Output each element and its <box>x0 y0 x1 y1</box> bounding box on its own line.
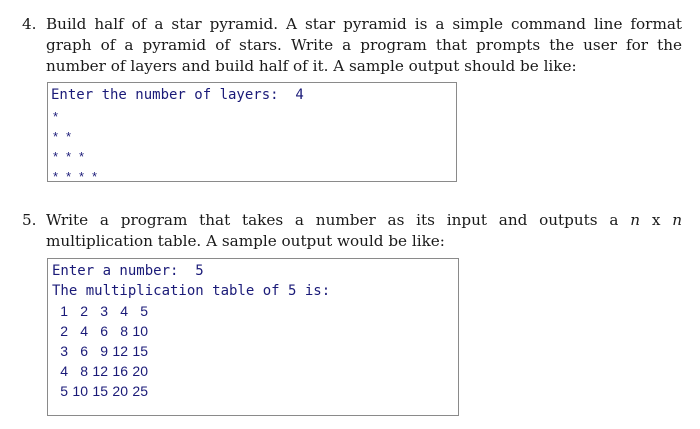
table-cell: 25 <box>132 383 148 399</box>
table-cell: 16 <box>112 363 128 379</box>
star-rows <box>48 106 456 186</box>
star-row: * <box>53 109 59 124</box>
star-row: * * * <box>53 149 85 164</box>
table-cell: 2 <box>80 303 88 319</box>
table-cell: 20 <box>132 363 148 379</box>
table-cell: 3 <box>100 303 108 319</box>
multiplication-sample-output <box>47 258 459 416</box>
table-row <box>56 321 458 341</box>
table-cell: 8 <box>80 363 88 379</box>
problem-5-number: 5. <box>22 211 37 229</box>
table-cell: 8 <box>120 323 128 339</box>
problem-4-description: Build half of a star pyramid. A star pyramid is a simple command line format graph of a pyramid of stars. Write a program that prompts the user for the number of layers and build half of it. A sample output should be like: <box>46 15 682 75</box>
multiplication-table <box>48 301 458 401</box>
problem-5-text-x: x <box>640 211 673 229</box>
problem-5 <box>22 210 682 252</box>
table-cell: 5 <box>140 303 148 319</box>
variable-n-1: n <box>630 211 641 229</box>
table-cell: 3 <box>60 343 68 359</box>
table-cell: 20 <box>112 383 128 399</box>
table-cell: 5 <box>60 383 68 399</box>
star-pyramid-sample-output <box>47 82 457 182</box>
table-cell: 12 <box>92 363 108 379</box>
variable-n-2: n <box>672 211 682 229</box>
table-cell: 4 <box>120 303 128 319</box>
table-cell: 1 <box>60 303 68 319</box>
table-cell: 2 <box>60 323 68 339</box>
table-cell: 15 <box>132 343 148 359</box>
table-cell: 6 <box>100 323 108 339</box>
table-row <box>56 381 458 401</box>
table-heading-line: The multiplication table of 5 is: <box>52 283 331 299</box>
problem-4 <box>22 14 682 77</box>
table-row <box>56 301 458 321</box>
table-cell: 6 <box>80 343 88 359</box>
problem-5-text-before: Write a program that takes a number as its input and outputs a <box>46 211 631 229</box>
number-prompt-line: Enter a number: 5 <box>52 263 204 279</box>
problem-5-text-after: multiplication table. A sample output would be like: <box>46 232 445 250</box>
table-cell: 4 <box>80 323 88 339</box>
table-cell: 12 <box>112 343 128 359</box>
problem-5-text <box>22 210 682 252</box>
table-cell: 4 <box>60 363 68 379</box>
table-row <box>56 341 458 361</box>
table-cell: 10 <box>132 323 148 339</box>
table-cell: 10 <box>72 383 88 399</box>
table-row <box>56 361 458 381</box>
table-cell: 15 <box>92 383 108 399</box>
table-cell: 9 <box>100 343 108 359</box>
layers-prompt-line: Enter the number of layers: 4 <box>51 87 304 103</box>
star-row: * * * * <box>53 169 98 184</box>
problem-4-number: 4. <box>22 15 37 33</box>
problem-4-text <box>22 14 682 77</box>
star-row: * * <box>53 129 72 144</box>
